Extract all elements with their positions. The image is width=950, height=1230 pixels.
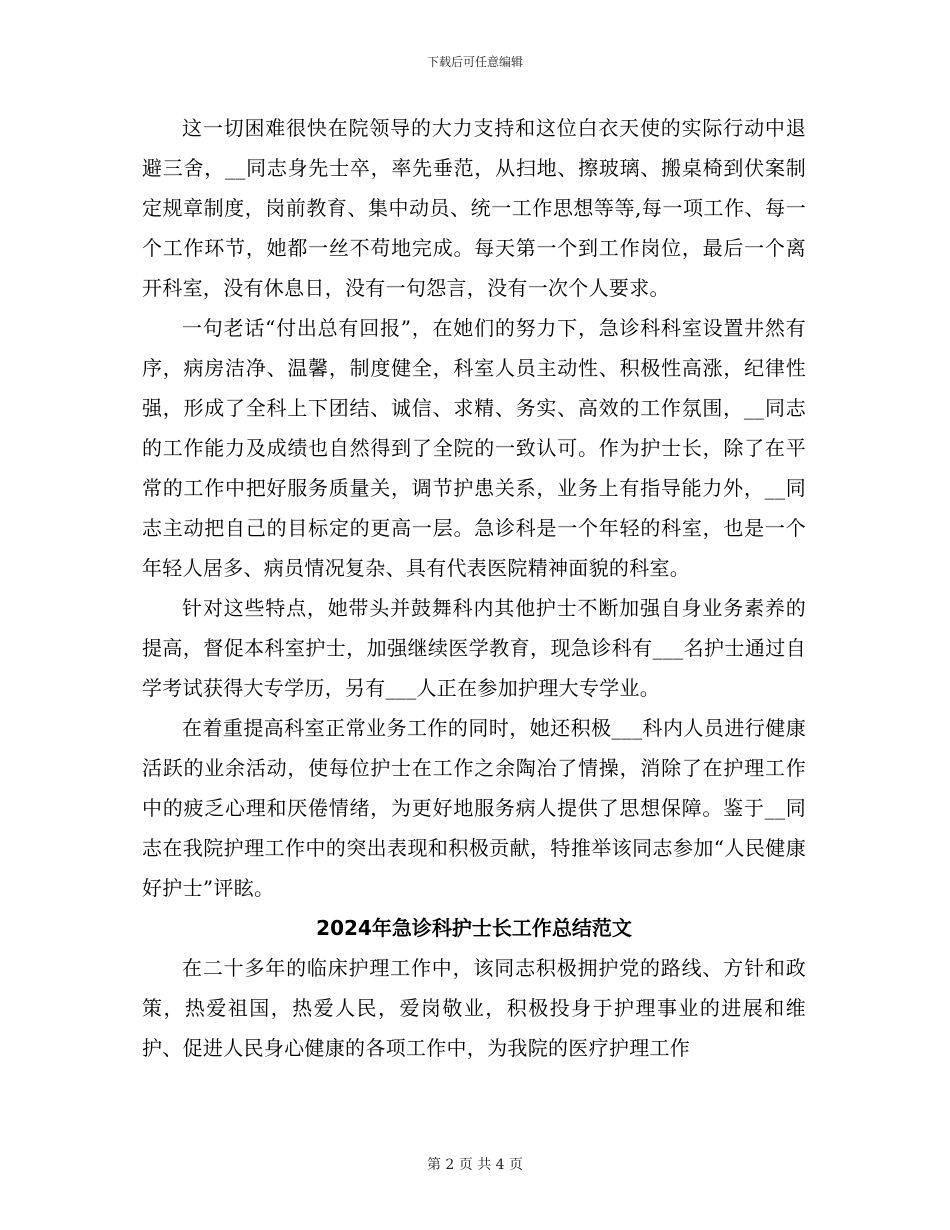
- page-header: 下载后可任意编辑: [426, 55, 523, 69]
- paragraph: 在二十多年的临床护理工作中，该同志积极拥护党的路线、方针和政策，热爱祖国，热爱人民，爱岗敬业，积极投身于护理事业的进展和维护、促进人民身心健康的各项工作中，为我院的医疗护理工作: [142, 956, 806, 1060]
- paragraph: 在着重提高科室正常业务工作的同时，她还积极___科内人员进行健康活跃的业余活动，使每位护士在工作之余陶冶了情操，消除了在护理工作中的疲乏心理和厌倦情绪，为更好地服务病人提供了思想保障。鉴于__同志在我院护理工作中的突出表现和积极贡献，特推举该同志参加“人民健康好护士”评眩。: [142, 716, 806, 900]
- section-title: 2024年急诊科护士长工作总结范文: [316, 916, 632, 940]
- paragraph: 这一切困难很快在院领导的大力支持和这位白衣天使的实际行动中退避三舍，__同志身先士卒，率先垂范，从扫地、擦玻璃、搬桌椅到伏案制定规章制度，岗前教育、集中动员、统一工作思想等等,每一项工作、每一个工作环节，她都一丝不苟地完成。每天第一个到工作岗位，最后一个离开科室，没有休息日，没有一句怨言，没有一次个人要求。: [142, 116, 806, 300]
- document-body: [142, 108, 806, 1068]
- page-footer: 第 2 页 共 4 页: [426, 1157, 524, 1173]
- paragraph: 针对这些特点，她带头并鼓舞科内其他护士不断加强自身业务素养的提高，督促本科室护士，加强继续医学教育，现急诊科有___名护士通过自学考试获得大专学历，另有___人正在参加护理大专学业。: [142, 596, 806, 700]
- paragraph: 一句老话“付出总有回报”，在她们的努力下，急诊科科室设置井然有序，病房洁净、温馨，制度健全，科室人员主动性、积极性高涨，纪律性强，形成了全科上下团结、诚信、求精、务实、高效的工作氛围，__同志的工作能力及成绩也自然得到了全院的一致认可。作为护士长，除了在平常的工作中把好服务质量关，调节护患关系，业务上有指导能力外，__同志主动把自己的目标定的更高一层。急诊科是一个年轻的科室，也是一个年轻人居多、病员情况复杂、具有代表医院精神面貌的科室。: [142, 316, 806, 580]
